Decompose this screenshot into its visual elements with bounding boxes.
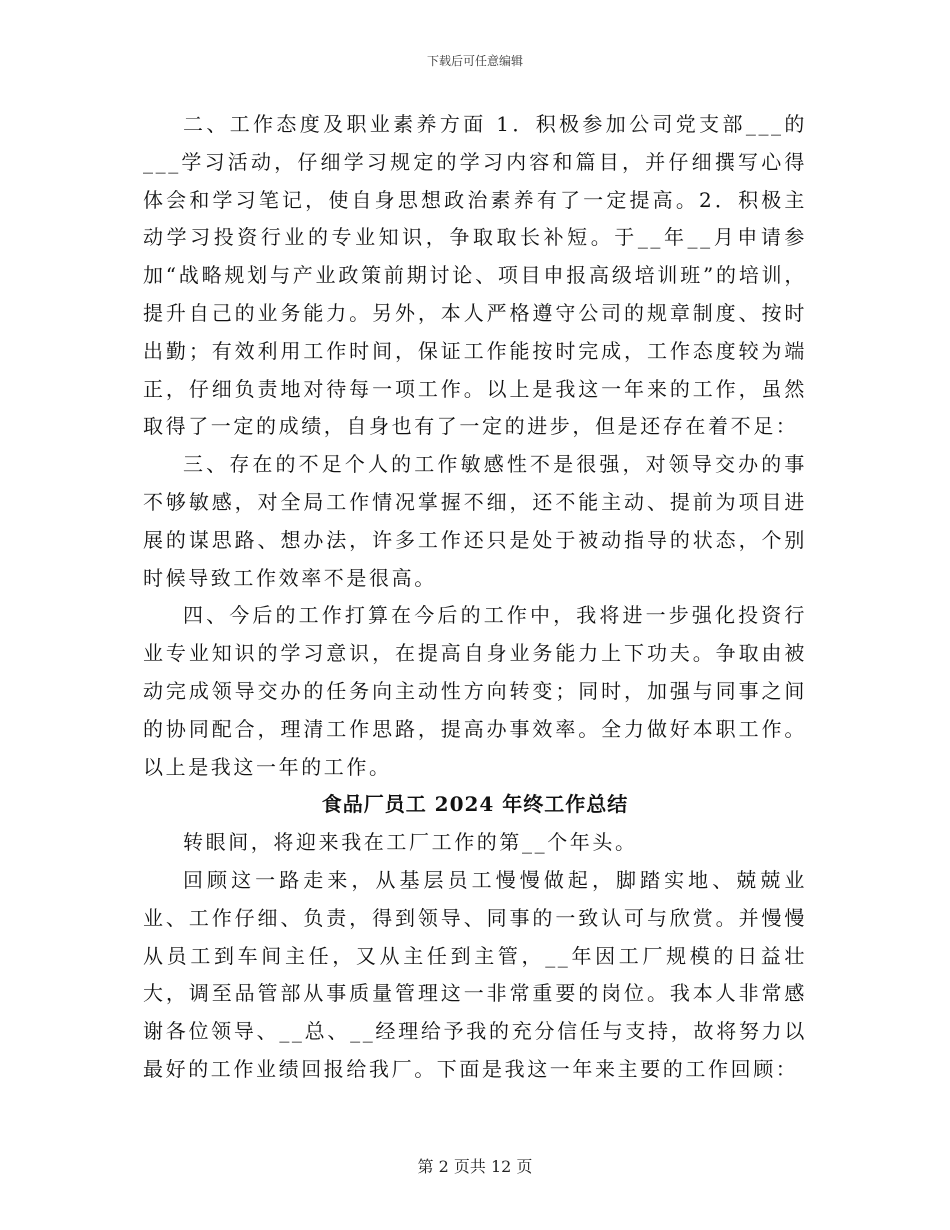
paragraph-work-attitude: 二、工作态度及职业素养方面 1．积极参加公司党支部___的___学习活动，仔细学习规定的学习内容和篇目，并仔细撰写心得体会和学习笔记，使自身思想政治素养有了一定提高。2．积极主动学习投资行业的专业知识，争取取长补短。于__年__月申请参加“战略规划与产业政策前期讨论、项目申报高级培训班”的培训，提升自己的业务能力。另外，本人严格遵守公司的规章制度、按时出勤；有效利用工作时间，保证工作能按时完成，工作态度较为端正，仔细负责地对待每一项工作。以上是我这一年来的工作，虽然取得了一定的成绩，自身也有了一定的进步，但是还存在着不足： bbox=[143, 112, 807, 439]
paragraph-intro: 转眼间，将迎来我在工厂工作的第__个年头。 bbox=[183, 830, 638, 855]
section-title: 食品厂员工 2024 年终工作总结 bbox=[321, 792, 629, 817]
page-header: 下载后可任意编辑 bbox=[426, 54, 523, 68]
document-body bbox=[143, 106, 807, 1089]
paragraph-shortcomings: 三、存在的不足个人的工作敏感性不是很强，对领导交办的事不够敏感，对全局工作情况掌握不细，还不能主动、提前为项目进展的谋思路、想办法，许多工作还只是处于被动指导的状态，个别时候导致工作效率不是很高。 bbox=[143, 452, 807, 590]
paragraph-future-plans: 四、今后的工作打算在今后的工作中，我将进一步强化投资行业专业知识的学习意识，在提高自身业务能力上下功夫。争取由被动完成领导交办的任务向主动性方向转变；同时，加强与同事之间的协同配合，理清工作思路，提高办事效率。全力做好本职工作。以上是我这一年的工作。 bbox=[143, 603, 807, 779]
paragraph-review: 回顾这一路走来，从基层员工慢慢做起，脚踏实地、兢兢业业、工作仔细、负责，得到领导、同事的一致认可与欣赏。并慢慢从员工到车间主任，又从主任到主管，__年因工厂规模的日益壮大，调至品管部从事质量管理这一非常重要的岗位。我本人非常感谢各位领导、__总、__经理给予我的充分信任与支持，故将努力以最好的工作业绩回报给我厂。下面是我这一年来主要的工作回顾： bbox=[143, 867, 807, 1081]
page-footer: 第 2 页共 12 页 bbox=[417, 1157, 533, 1176]
